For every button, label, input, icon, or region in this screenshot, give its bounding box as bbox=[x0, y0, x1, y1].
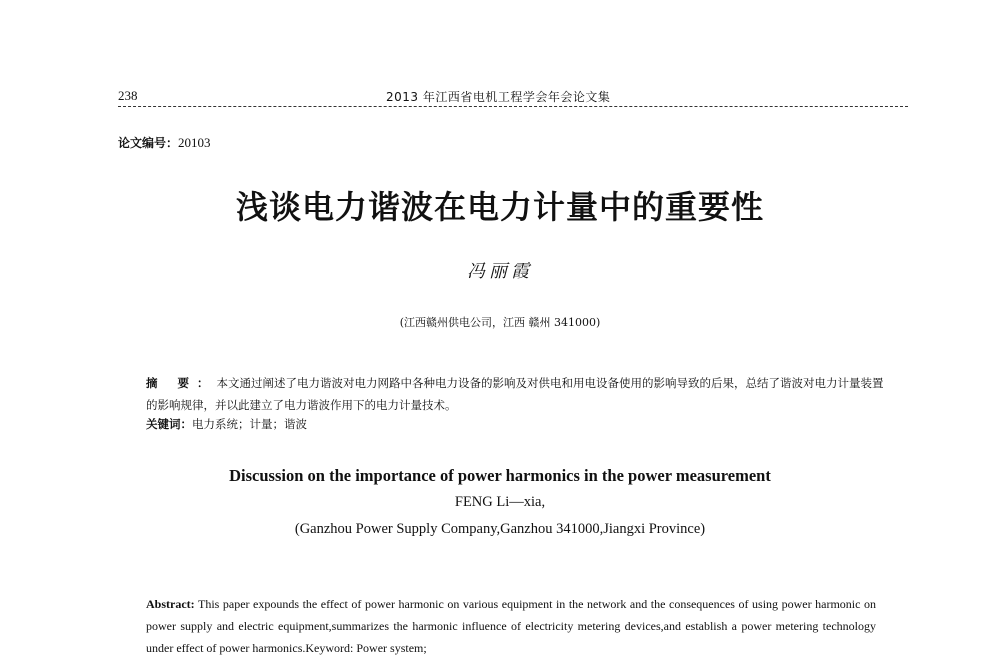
running-header bbox=[118, 88, 908, 110]
affiliation-en: (Ganzhou Power Supply Company,Ganzhou 341000,Jiangxi Province) bbox=[294, 521, 706, 537]
paper-number-label: 论文编号： bbox=[118, 136, 179, 150]
keywords-cn-text: 电力系统；计量；谐波 bbox=[192, 417, 307, 431]
journal-title: 2013 年江西省电机工程学会年会论文集 bbox=[386, 90, 611, 104]
abstract-en-label: Abstract: bbox=[146, 597, 195, 611]
paper-title-en: Discussion on the importance of power harmonics in the power measurement bbox=[229, 466, 771, 485]
abstract-cn-text: 本文通过阐述了电力谐波对电力网路中各种电力设备的影响及对供电和用电设备使用的影响导致的后果，总结了谐波对电力计量装置的影响规律，并以此建立了电力谐波作用下的电力计量技术。 bbox=[146, 376, 884, 412]
paper-title-cn: 浅谈电力谐波在电力计量中的重要性 bbox=[235, 188, 764, 226]
abstract-cn bbox=[146, 372, 886, 416]
affiliation-cn: (江西赣州供电公司，江西 赣州 341000) bbox=[399, 316, 601, 329]
page-number: 238 bbox=[118, 88, 138, 103]
keywords-cn bbox=[146, 416, 886, 432]
header-rule bbox=[118, 106, 908, 107]
abstract-en-text: This paper expounds the effect of power harmonic on various equipment in the network and the consequences of using power harmonic on power supply and electric equipment,summarizes the harmonic influence of electricity metering devices,and establish a power metering technology under effect of power harmonics.Keyword: Power system; bbox=[146, 597, 876, 655]
abstract-cn-label: 摘 要： bbox=[146, 376, 217, 390]
keywords-cn-label: 关键词： bbox=[146, 417, 192, 431]
abstract-en bbox=[146, 593, 876, 659]
paper-number bbox=[118, 134, 211, 151]
author-cn: 冯丽霞 bbox=[467, 261, 533, 282]
author-en: FENG Li—xia, bbox=[454, 494, 546, 510]
paper-number-value: 20103 bbox=[178, 135, 211, 150]
